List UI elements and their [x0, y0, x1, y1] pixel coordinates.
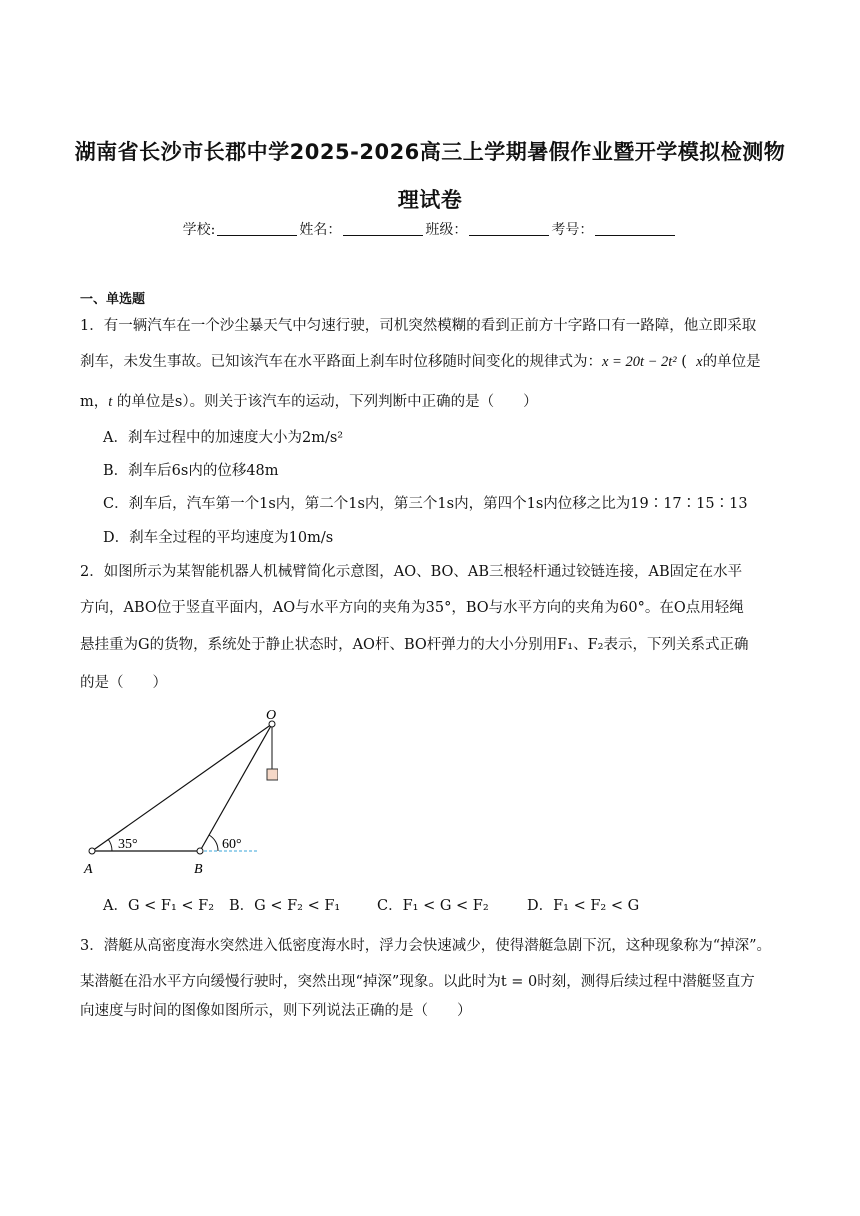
rod-ao — [92, 724, 272, 851]
q2-option-d[interactable]: D．F₁ < F₂ < G — [527, 898, 640, 914]
school-label: 学校: — [182, 222, 216, 238]
q1-line1: 1．有一辆汽车在一个沙尘暴天气中匀速行驶，司机突然模糊的看到正前方十字路口有一路障，他立即采取 — [80, 318, 757, 334]
section-title: 一、单选题 — [80, 292, 146, 307]
q3-line2: 某潜艇在沿水平方向缓慢行驶时，突然出现“掉深”现象。以此时为t = 0时刻，测得后续过程中潜艇竖直方 — [80, 974, 755, 990]
angle-arc-b — [209, 835, 218, 851]
q2-line4: 的是（ ） — [80, 675, 167, 691]
school-blank[interactable] — [217, 221, 297, 236]
q1-line3-b: 的单位是s）。则关于该汽车的运动，下列判断中正确的是（ ） — [116, 394, 538, 410]
q3-line3: 向速度与时间的图像如图所示，则下列说法正确的是（ ） — [80, 1003, 472, 1019]
q2-choices — [103, 894, 743, 916]
label-b: B — [194, 862, 203, 877]
class-label: 班级： — [425, 222, 468, 238]
angle-label-a: 35° — [118, 837, 138, 852]
q1-var-x: x — [696, 354, 703, 370]
q1-line2 — [80, 352, 761, 372]
q2-line3: 悬挂重为G的货物，系统处于静止状态时，AO杆、BO杆弹力的大小分别用F₁、F₂表示，下列关系式正确 — [80, 637, 749, 653]
exam-no-label: 考号： — [551, 222, 594, 238]
angle-arc-a — [108, 839, 112, 851]
q1-line2-tail: 的单位是 — [702, 354, 761, 370]
q1-formula: x = 20t − 2t² — [602, 354, 677, 370]
q2-line2: 方向，ABO位于竖直平面内，AO与水平方向的夹角为35°，BO与水平方向的夹角为60°。在O点用轻绳 — [80, 600, 744, 616]
q1-line2-text: 刹车，未发生事故。已知该汽车在水平路面上刹车时位移随时间变化的规律式为： — [80, 354, 602, 370]
student-info-line — [0, 219, 860, 239]
q1-option-a[interactable]: A．刹车过程中的加速度大小为2m/s² — [103, 430, 344, 446]
hinge-b — [197, 848, 203, 854]
q1-paren: ( — [681, 354, 687, 370]
label-a: A — [84, 862, 93, 877]
q1-option-b[interactable]: B．刹车后6s内的位移48m — [103, 463, 279, 479]
class-blank[interactable] — [469, 221, 549, 236]
q2-option-b[interactable]: B．G < F₂ < F₁ — [229, 898, 341, 914]
exam-no-blank[interactable] — [595, 221, 675, 236]
rod-bo — [200, 724, 272, 851]
cargo-box — [267, 769, 278, 780]
q2-option-c[interactable]: C．F₁ < G < F₂ — [377, 898, 489, 914]
q1-line3-a: m， — [80, 394, 109, 410]
name-blank[interactable] — [343, 221, 423, 236]
page-title-continued: 理试卷 — [397, 188, 463, 212]
q1-var-t: t — [108, 394, 113, 410]
name-label: 姓名： — [299, 222, 342, 238]
robot-arm-diagram — [78, 703, 278, 881]
hinge-a — [89, 848, 95, 854]
angle-label-b: 60° — [222, 837, 242, 852]
q2-option-a[interactable]: A．G < F₁ < F₂ — [103, 898, 215, 914]
label-o: O — [266, 708, 277, 723]
q1-option-c[interactable]: C．刹车后，汽车第一个1s内，第二个1s内，第三个1s内，第四个1s内位移之比为19∶17∶15∶13 — [103, 496, 748, 512]
q2-line1: 2．如图所示为某智能机器人机械臂简化示意图，AO、BO、AB三根轻杆通过铰链连接，AB固定在水平 — [80, 564, 743, 580]
q1-line3 — [80, 392, 538, 412]
q1-option-d[interactable]: D．刹车全过程的平均速度为10m/s — [103, 530, 334, 546]
q3-line1: 3．潜艇从高密度海水突然进入低密度海水时，浮力会快速减少，使得潜艇急剧下沉，这种现象称为“掉深”。 — [80, 938, 772, 954]
page-title: 湖南省长沙市长郡中学2025-2026高三上学期暑假作业暨开学模拟检测物 — [74, 140, 786, 164]
